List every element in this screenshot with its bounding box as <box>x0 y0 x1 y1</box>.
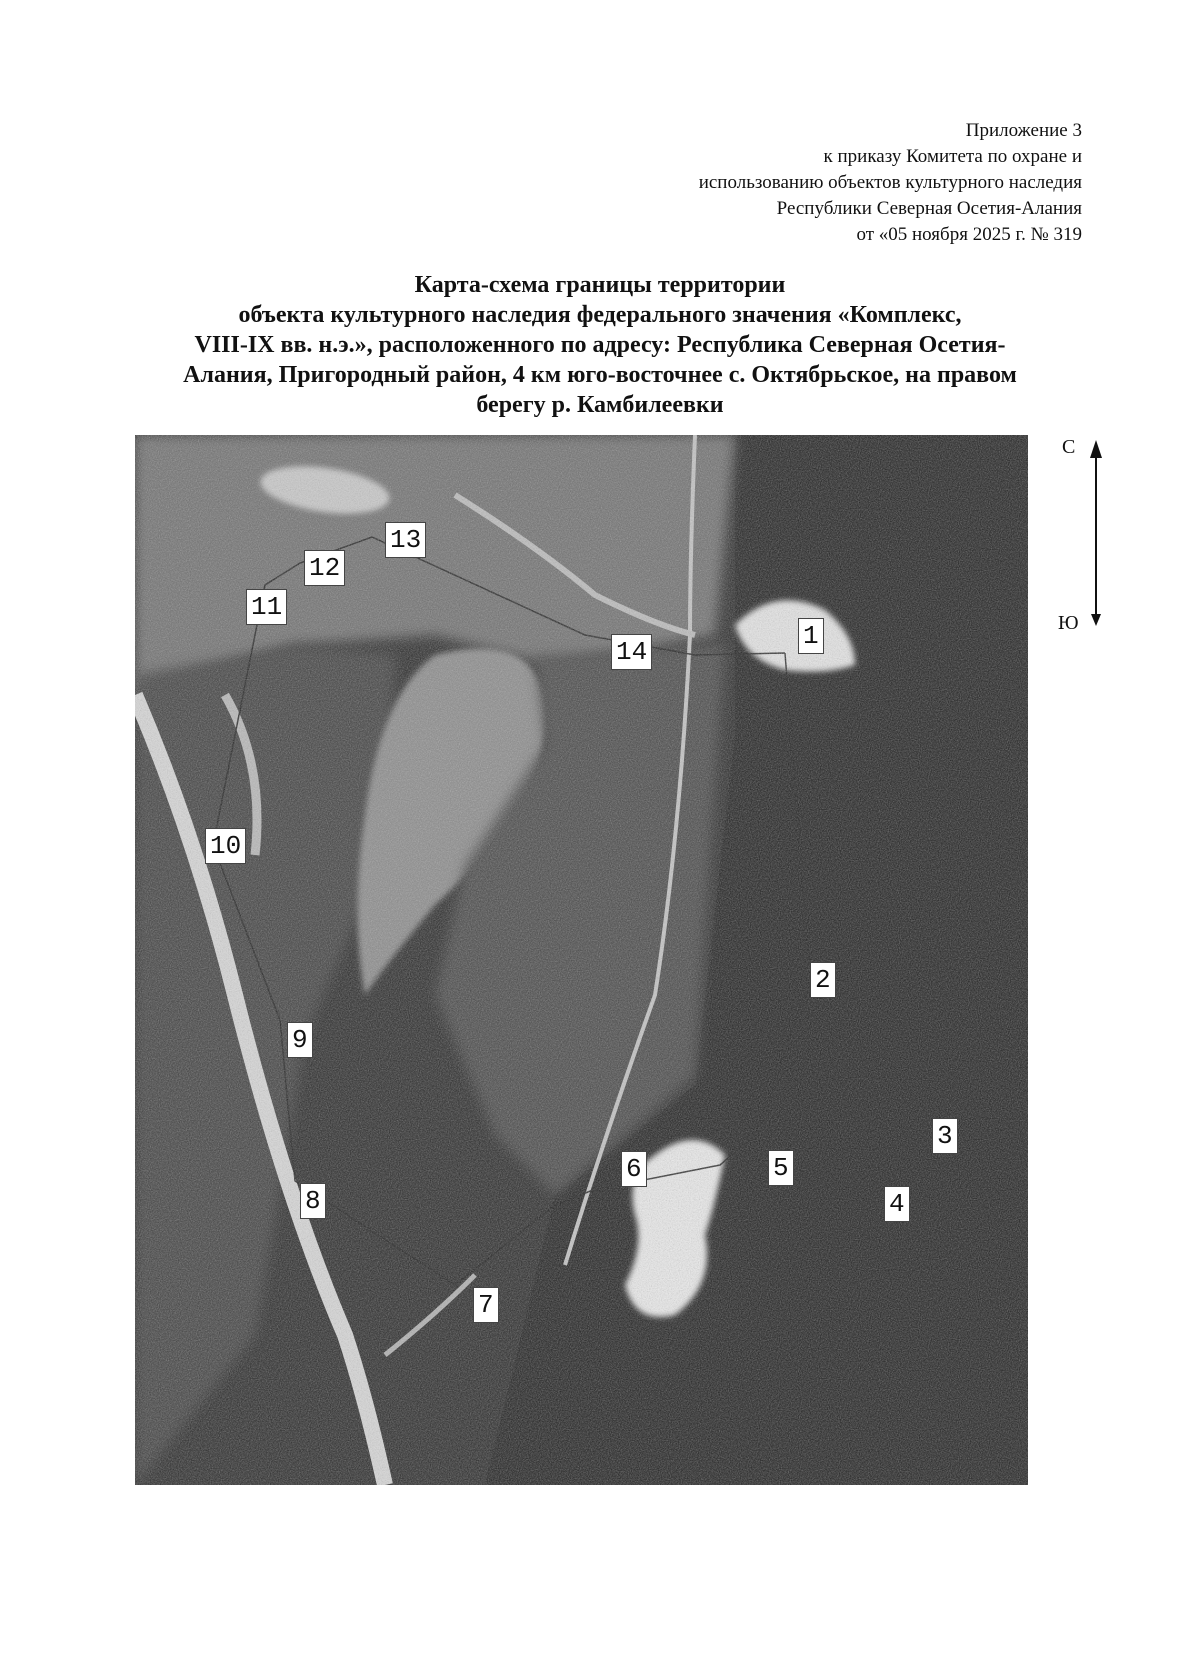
boundary-point-3: 3 <box>932 1118 958 1154</box>
boundary-point-8: 8 <box>300 1183 326 1219</box>
boundary-point-2: 2 <box>810 962 836 998</box>
north-south-arrow <box>1058 436 1108 636</box>
boundary-point-4: 4 <box>884 1186 910 1222</box>
document-title <box>100 270 1100 420</box>
boundary-point-10: 10 <box>205 828 246 864</box>
boundary-point-12: 12 <box>304 550 345 586</box>
title-line: VIII-IX вв. н.э.», расположенного по адресу: Республика Северная Осетия- <box>194 332 1006 358</box>
compass-north-label: С <box>1062 436 1076 458</box>
boundary-point-13: 13 <box>385 522 426 558</box>
title-line: берегу р. Камбилеевки <box>476 392 724 418</box>
appendix-line: от «05 ноября 2025 г. № 319 <box>856 224 1082 245</box>
boundary-point-11: 11 <box>246 589 287 625</box>
appendix-line: Республики Северная Осетия-Алания <box>776 198 1082 219</box>
appendix-header <box>562 118 1082 248</box>
appendix-line: к приказу Комитета по охране и <box>823 146 1082 167</box>
compass-arrow-icon <box>1058 436 1108 636</box>
title-line: Карта-схема границы территории <box>414 272 786 298</box>
boundary-point-7: 7 <box>473 1287 499 1323</box>
boundary-point-6: 6 <box>621 1151 647 1187</box>
boundary-point-14: 14 <box>611 634 652 670</box>
boundary-point-1: 1 <box>798 618 824 654</box>
appendix-line: Приложение 3 <box>965 120 1082 141</box>
satellite-map <box>135 435 1028 1485</box>
boundary-point-9: 9 <box>287 1022 313 1058</box>
appendix-line: использованию объектов культурного наследия <box>698 172 1082 193</box>
title-line: объекта культурного наследия федерального значения «Комплекс, <box>238 302 962 328</box>
compass-south-label: Ю <box>1058 612 1079 634</box>
title-line: Алания, Пригородный район, 4 км юго-восточнее с. Октябрьское, на правом <box>183 362 1017 388</box>
boundary-point-5: 5 <box>768 1150 794 1186</box>
